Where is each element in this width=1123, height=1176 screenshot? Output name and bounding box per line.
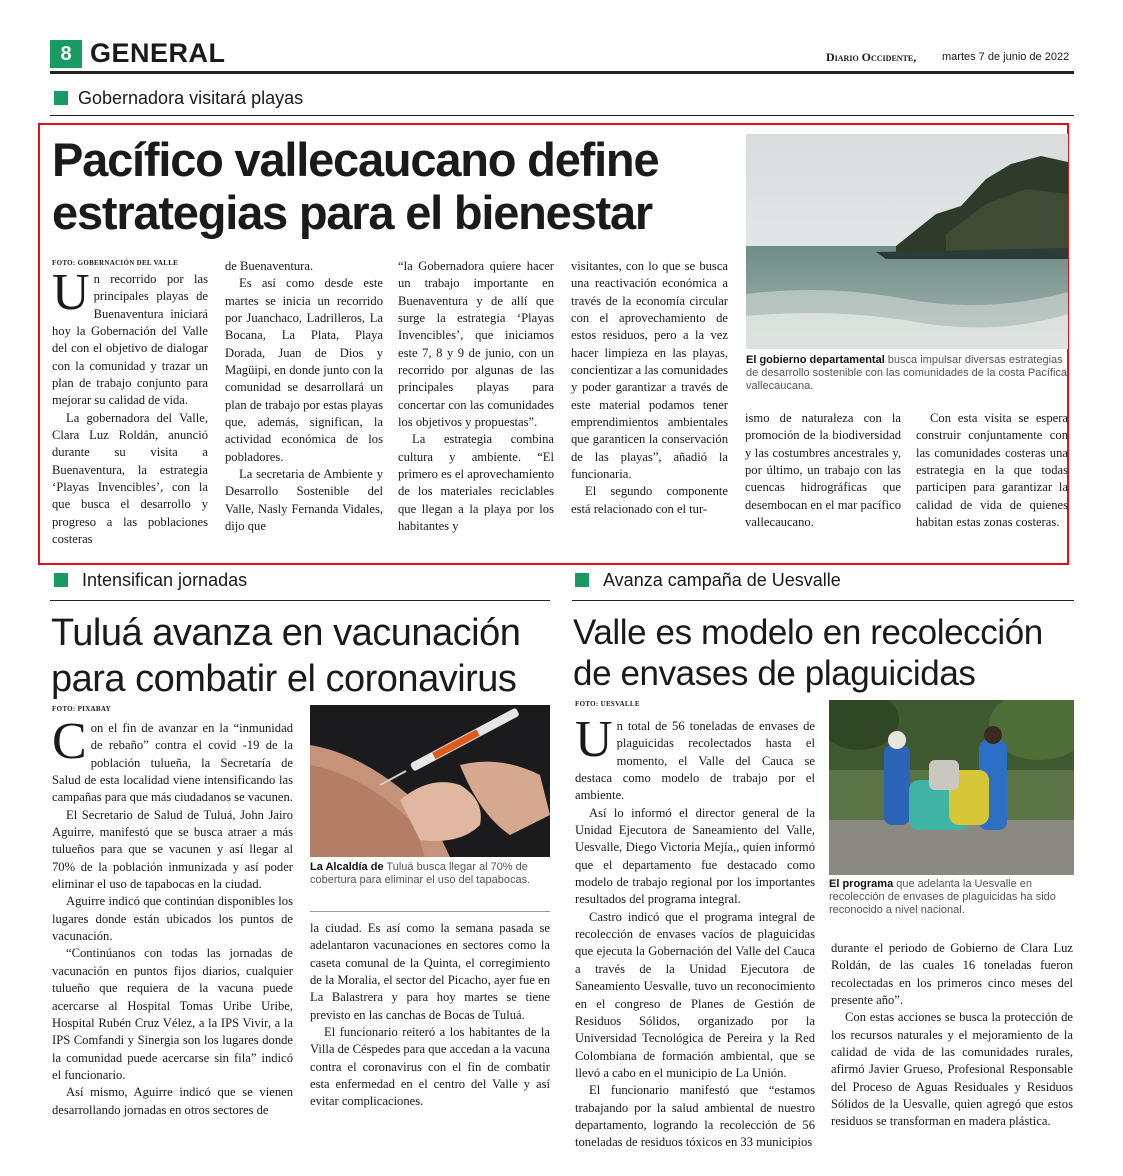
dropcap: U [575, 711, 613, 768]
issue-date: martes 7 de junio de 2022 [942, 51, 1070, 63]
beach-image [746, 134, 1068, 349]
story1-column-2: de Buenaventura. Es así como desde este martes se inicia un recorrido por Juanchaco, Ladrilleros, La Bocana, La Plata, Playa Dorada, Juan de Dios y Magüipi, en donde junto con la comunidad se desarrollará un plan de trabajo por estas playas que, además, significan, la actividad económica de los pobladores. La secretaria de Ambiente y Desarrollo Sostenible del Valle, Nasly Fernanda Vidales, dijo que [225, 259, 383, 534]
story3-caption: El programa que adelanta la Uesvalle en recolección de envases de plaguicidas ha sido reconocido a nivel nacional. [829, 878, 1056, 916]
story2-headline: Tuluá avanza en vacunación para combatir el coronavirus [51, 612, 521, 700]
story1-headline: Pacífico vallecaucano define estrategias para el bienestar [52, 133, 659, 239]
story3-collection-photo [829, 700, 1074, 875]
story2-kicker: Intensifican jornadas [54, 570, 247, 591]
story1-caption: El gobierno departamental busca impulsar diversas estrategias de desarrollo sostenible con las comunidades de la costa Pacífica vallecaucana. [746, 354, 1068, 392]
header-rule [50, 71, 1074, 74]
story1-kicker: Gobernadora visitará playas [54, 88, 303, 109]
story1-column-1: Un recorrido por las principales playas de Buenaventura iniciará hoy la Gobernación del Valle del con el objetivo de dialogar con la comunidad y trazar un plan de trabajo conjunto para mejorar su calidad de vida. La gobernadora del Valle, Clara Luz Roldán, anunció durante su visita a Buenaventura, la estrategia ‘Playas Invencibles’, con la que busca el desarrollo y progreso a las poblaciones costeras [52, 264, 208, 547]
story1-column-4: visitantes, con lo que se busca una reactivación económica a través de la economía circular con el aprovechamiento de estos residuos, pero a la vez hacer limpieza en las playas, concientizar a las comunidades y poder garantizar a través de este material podamos tener emprendimientos ambientales que garanticen la conservación de las playas”, añadió la funcionaria. El segundo componente está relacionado con el tur- [571, 259, 729, 516]
story2-photo-credit: FOTO: PIXABAY [52, 705, 111, 713]
kicker-square-icon [575, 573, 589, 587]
newspaper-name: Diario Occidente, [826, 50, 917, 64]
section-title: GENERAL [90, 38, 226, 68]
story1-column-3: “la Gobernadora quiere hacer un trabajo importante en Buenaventura y de allí que surge la estrategia ‘Playas Invencibles’, que iniciamos este 7, 8 y 9 de junio, con un recorrido por algunas de las principales playas para concertar con las comunidades los objetivos y propuestas”. La estrategia combina cultura y ambiente. “El primero es el aprovechamiento de los materiales reciclables que llegan a la playa por los habitantes y [398, 259, 554, 534]
page-number-box [50, 40, 82, 68]
story3-headline: Valle es modelo en recolección de envases de plaguicidas [573, 613, 1043, 693]
story2-caption: La Alcaldía de Tuluá busca llegar al 70% de cobertura para eliminar el uso del tapabocas. [310, 861, 531, 886]
story1-column-6: Con esta visita se espera construir conjuntamente con las comunidades costeras una estrategia en la que todas participen para garantizar la calidad de vida de quienes habitan estas zonas costeras. [916, 411, 1068, 530]
story2-caption-rule [310, 911, 550, 912]
story3-kicker: Avanza campaña de Uesvalle [575, 570, 841, 591]
page-number: 8 [60, 43, 72, 65]
story3-column-1: Un total de 56 toneladas de envases de plaguicidas recolectados hasta el momento, el Valle del Cauca se destaca como modelo de trabajo por el ambiente. Así lo informó el director general de la Unidad Ejecutora de Saneamiento del Valle, Uesvalle, Diego Victoria Mejía,, quien informó que el departamento fue destacado como modelo de trabajo regional por los importantes resultados del programa integral. Castro indicó que el programa integral de recolección de envases vacíos de plaguicidas que ejecuta la Gobernación del Valle del Cauca a través de la Unidad Ejecutora de Saneamiento Uesvalle, tuvo un reconocimiento en el congreso de Planes de Gestión de Residuos Sólidos, organizado por la Universidad Tecnológica de Pereira y la Red Colombiana de formación ambiental, que se llevó a cabo en el municipio de La Unión. El funcionario manifestó que “estamos trabajando por la salud ambiental de nuestro departamento, logrando la recolección de 56 toneladas de residuos tóxicos en 33 municipios [575, 711, 815, 1150]
story1-beach-photo [746, 134, 1068, 349]
story2-column-1: Con el fin de avanzar en la “inmunidad de rebaño” contra el covid -19 de la población tulueña, la Secretaría de Salud de esta localidad viene intensificando las campañas para que más ciudadanos se vacunen. El Secretario de Salud de Tuluá, John Jairo Aguirre, manifestó que se busca atraer a más tulueños para que se vacunen y así llegar al 70% de la población inmunizada y así poder eliminar el uso de tapabocas en la ciudad. Aguirre indicó que continúan disponibles los lugares donde están ubicados los puntos de vacunación. “Continúanos con todas las jornadas de vacunación en puntos fijos diarios, cualquier tulueño que requiera de la vacuna puede acercarse al Hospital Tomas Uribe Uribe, Hospital Rubén Cruz Vélez, a la IPS Vivir, a la IPS Comfandi y Sinergia son los lugares donde la comunidad puede acercarse sin fila” indicó el funcionario. Así mismo, Aguirre indicó que se vienen desarrollando jornadas en otros sectores de [52, 713, 293, 1117]
story3-photo-credit: FOTO: UESVALLE [575, 700, 640, 708]
vaccination-image [310, 705, 550, 857]
dropcap: C [52, 713, 87, 770]
story2-kicker-rule [50, 600, 550, 601]
dropcap: U [52, 264, 90, 321]
story1-kicker-rule [50, 115, 1074, 116]
kicker-square-icon [54, 91, 68, 105]
story3-column-2: durante el periodo de Gobierno de Clara Luz Roldán, de las cuales 16 toneladas fueron recolectadas en los primeros cinco meses del presente año”. Con estas acciones se busca la protección de los recursos naturales y el mejoramiento de la calidad de vida de las comunidades rurales, afirmó Javier Grueso, Profesional Responsable del Proceso de Aguas Residuales y Residuos Sólidos de la Uesvalle, quien agregó que estos residuos se transforman en madera plástica. [831, 941, 1073, 1129]
story1-photo-credit: FOTO: GOBERNACIÓN DEL VALLE [52, 259, 179, 267]
story2-vaccine-photo [310, 705, 550, 857]
story3-kicker-rule [572, 600, 1074, 601]
pesticide-collection-image [829, 700, 1074, 875]
story2-column-2: la ciudad. Es así como la semana pasada se adelantaron vacunaciones en sectores como la caseta comunal de la Quinta, el corregimiento de la Moralia, el sector del Picacho, ayer fue en La Balastrera y para hoy martes se tiene previsto en las canchas de Bocas de Tuluá. El funcionario reiteró a los habitantes de la Villa de Céspedes para que accedan a la vacuna contra el coronavirus con el fin de combatir esta enfermedad en el centro del Valle y así evitar complicaciones. [310, 921, 550, 1109]
kicker-square-icon [54, 573, 68, 587]
story1-column-5: ismo de naturaleza con la promoción de la biodiversidad y las costumbres ancestrales y, por último, un trabajo con las cuencas hidrográficas que desembocan en el mar pacífico vallecaucano. [745, 411, 901, 530]
